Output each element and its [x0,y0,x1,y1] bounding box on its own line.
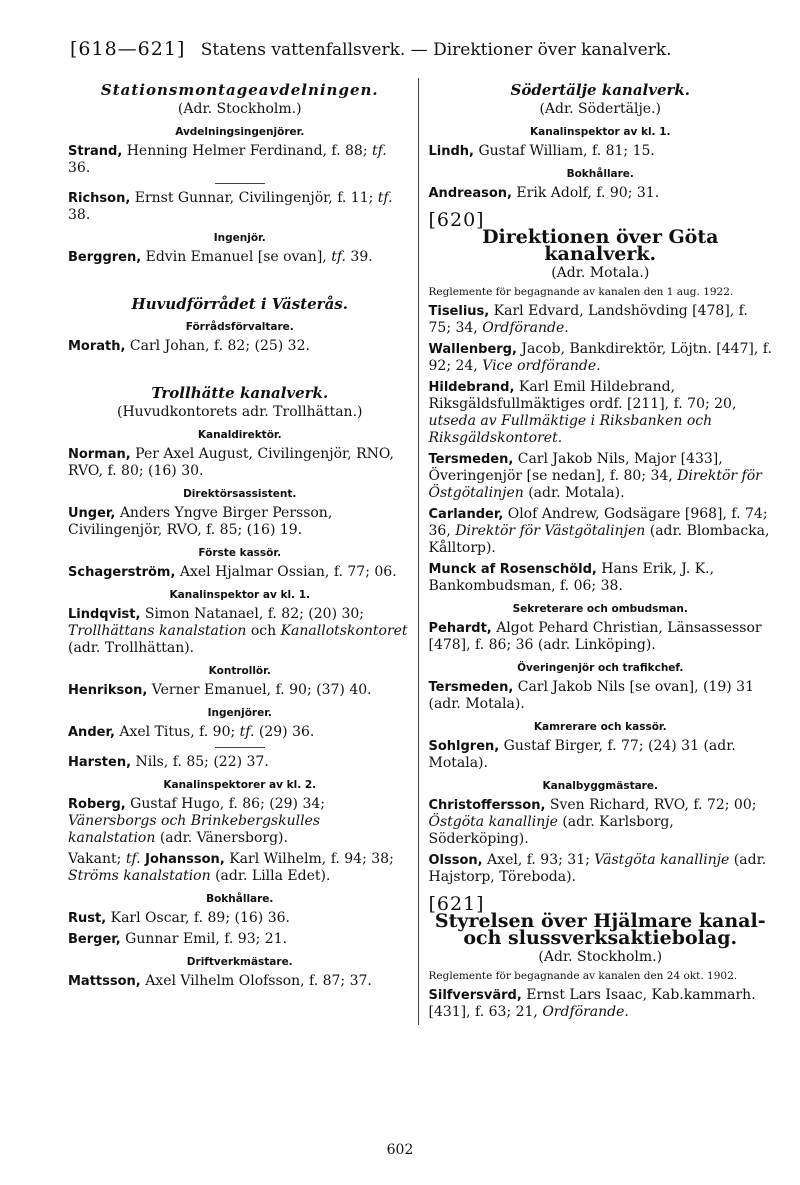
divider [215,747,265,748]
regulation-note: Reglemente för begagnande av kanalen den 1 aug. 1922. [428,286,734,298]
section-number: [620] [428,209,485,231]
entry: Sohlgren, Gustaf Birger, f. 77; (24) 31 (adr. Motala). [428,738,736,771]
role-heading: Kanalinspektorer av kl. 2. [163,779,317,791]
role-heading: Kanaldirektör. [197,429,282,441]
role-heading: Kontrollör. [208,665,271,677]
section-title: Huvudförrådet i Västerås. [131,295,348,313]
entry: Unger, Anders Yngve Birger Persson, Civilingenjör, RVO, f. 85; (16) 19. [68,505,333,538]
entry: Carlander, Olof Andrew, Godsägare [968], f. 74; 36, Direktör för Västgötalinjen (adr. Blombacka, Kålltorp). [428,506,770,556]
entry: Berggren, Edvin Emanuel [se ovan], tf. 39. [68,249,373,265]
role-heading: Direktörsassistent. [183,488,297,500]
columns [68,78,772,1025]
role-heading: Kamrerare och kassör. [533,721,667,733]
entry: Harsten, Nils, f. 85; (22) 37. [68,754,269,770]
entry: Silfversvärd, Ernst Lars Isaac, Kab.kammarh. [431], f. 63; 21, Ordförande. [428,987,756,1020]
entry: Ander, Axel Titus, f. 90; tf. (29) 36. [68,724,315,740]
section-number: [621] [428,893,485,915]
entry: Hildebrand, Karl Emil Hildebrand, Riksgäldsfullmäktiges ordf. [211], f. 70; 20, utseda av Fullmäktige i Riksbanken och Riksgäldskontoret. [428,379,737,446]
role-heading: Avdelningsingenjörer. [175,126,305,138]
entry: Berger, Gunnar Emil, f. 93; 21. [68,931,288,947]
role-heading: Kanalinspektor av kl. 1. [169,589,310,601]
entry: Wallenberg, Jacob, Bankdirektör, Löjtn. [447], f. 92; 24, Vice ordförande. [428,341,772,374]
role-heading: Bokhållare. [566,168,634,180]
entry: Christoffersson, Sven Richard, RVO, f. 72; 00; Östgöta kanallinje (adr. Karlsborg, Söderköping). [428,797,757,847]
header-title: Statens vattenfallsverk. — Direktioner över kanalverk. [200,40,672,60]
entry: Olsson, Axel, f. 93; 31; Västgöta kanallinje (adr. Hajstorp, Töreboda). [428,852,767,885]
entry: Munck af Rosenschöld, Hans Erik, J. K., Bankombudsman, f. 06; 38. [428,561,715,594]
role-heading: Bokhållare. [206,893,274,905]
entry: Schagerström, Axel Hjalmar Ossian, f. 77; 06. [68,564,397,580]
entry: Lindqvist, Simon Natanael, f. 82; (20) 30; Trollhättans kanalstation och Kanallotskontoret (adr. Trollhättan). [68,606,408,656]
entry: Vakant; tf. Johansson, Karl Wilhelm, f. 94; 38; Ströms kanalstation (adr. Lilla Edet). [68,851,394,884]
entry: Henrikson, Verner Emanuel, f. 90; (37) 40. [68,682,372,698]
address: (Adr. Stockholm.) [177,101,302,117]
role-heading: Kanalinspektor av kl. 1. [530,126,671,138]
address: (Adr. Södertälje.) [539,101,662,117]
role-heading: Förste kassör. [198,547,282,559]
entry: Andreason, Erik Adolf, f. 90; 31. [428,185,660,201]
page-number: 602 [386,1142,414,1158]
right-column [419,78,773,1025]
page-header [70,38,770,60]
role-heading: Ingenjörer. [207,707,272,719]
role-heading: Förrådsförvaltare. [185,321,294,333]
entry: Richson, Ernst Gunnar, Civilingenjör, f. 11; tf. 38. [68,190,393,223]
entry: Lindh, Gustaf William, f. 81; 15. [428,143,655,159]
entry: Tersmeden, Carl Jakob Nils [se ovan], (19) 31 (adr. Motala). [428,679,754,712]
entry: Rust, Karl Oscar, f. 89; (16) 36. [68,910,290,926]
entry: Mattsson, Axel Vilhelm Olofsson, f. 87; 37. [68,973,372,989]
divider [215,183,265,184]
left-column [68,78,419,1025]
role-heading: Kanalbyggmästare. [542,780,658,792]
entry: Pehardt, Algot Pehard Christian, Länsassessor [478], f. 86; 36 (adr. Linköping). [428,620,762,653]
section-title: Trollhätte kanalverk. [151,384,329,402]
role-heading: Ingenjör. [213,232,266,244]
address: (Adr. Stockholm.) [538,949,663,965]
role-heading: Driftverkmästare. [186,956,293,968]
role-heading: Överingenjör och trafikchef. [517,662,684,674]
entry: Strand, Henning Helmer Ferdinand, f. 88; tf. 36. [68,143,387,176]
page-range: [618—621] [70,38,186,60]
section-title: Styrelsen över Hjälmare kanal- och slussverksaktiebolag. [434,910,766,949]
section-title: Stationsmontageavdelningen. [100,81,379,99]
entry: Morath, Carl Johan, f. 82; (25) 32. [68,338,310,354]
entry: Tersmeden, Carl Jakob Nils, Major [433], Överingenjör [se nedan], f. 80; 34, Direktör för Östgötalinjen (adr. Motala). [428,451,762,501]
section-title: Direktionen över Göta kanalverk. [482,226,719,265]
entry: Norman, Per Axel August, Civilingenjör, RNO, RVO, f. 80; (16) 30. [68,446,394,479]
section-title: Södertälje kanalverk. [510,81,691,99]
regulation-note: Reglemente för begagnande av kanalen den 24 okt. 1902. [428,970,738,982]
address: (Adr. Motala.) [551,265,650,281]
entry: Roberg, Gustaf Hugo, f. 86; (29) 34; Vänersborgs och Brinkebergskulles kanalstation (adr. Vänersborg). [68,796,325,846]
address: (Huvudkontorets adr. Trollhättan.) [117,404,363,420]
role-heading: Sekreterare och ombudsman. [512,603,688,615]
entry: Tiselius, Karl Edvard, Landshövding [478], f. 75; 34, Ordförande. [428,303,748,336]
